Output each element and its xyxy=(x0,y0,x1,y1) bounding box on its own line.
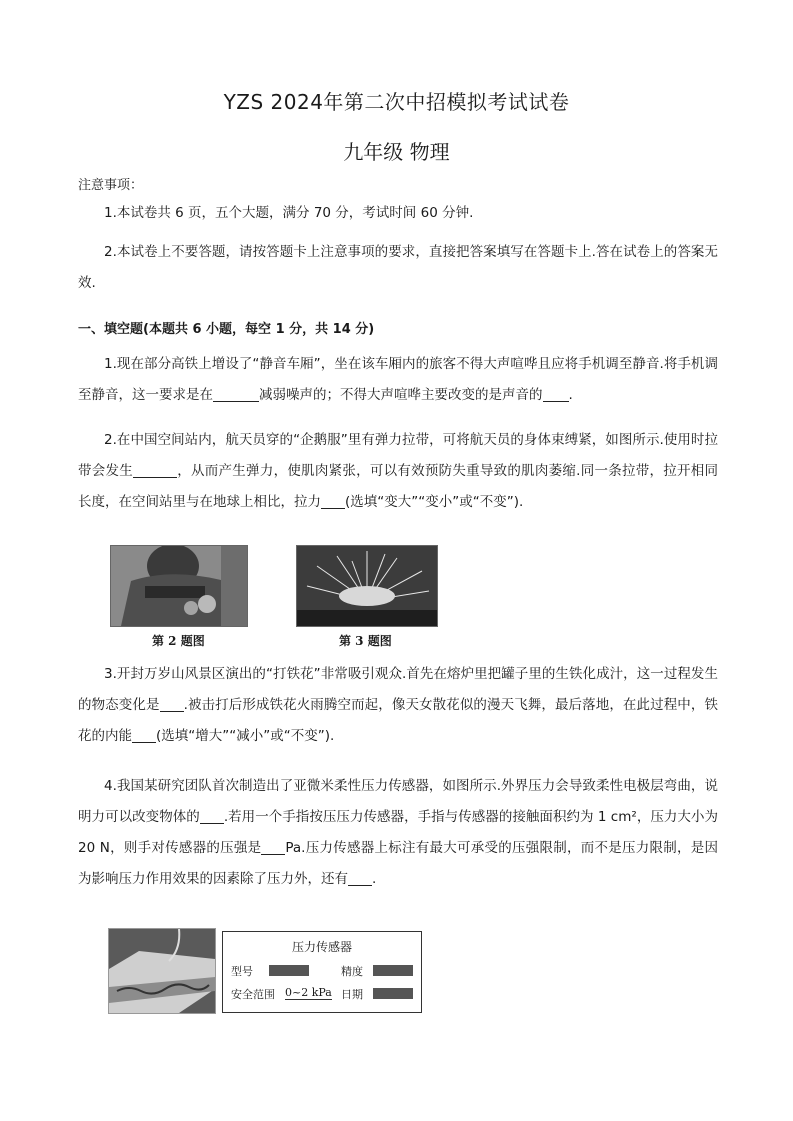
q4-blank-2 xyxy=(261,840,285,855)
sensor-date-label: 日期 xyxy=(341,988,363,1001)
figure-3-caption: 第 3 题图 xyxy=(339,634,392,648)
figure-2-photo xyxy=(110,545,248,627)
q4-text-b: .若用一个手指按压压力传感器，手指与传感器的接触面积约为 1 cm²，压力大小为 20 N，则手对传感器的压强是 xyxy=(78,809,718,856)
sensor-model-label: 型号 xyxy=(231,965,253,978)
sensor-precision-redacted xyxy=(373,965,413,976)
sensor-precision-label: 精度 xyxy=(341,965,363,978)
q1-text-c: . xyxy=(568,387,573,403)
q1-blank-1 xyxy=(213,387,259,402)
q2-text-a: 2.在中国空间站内，航天员穿的“企鹅服”里有弹力拉带，可将航天员的身体束缚紧，如图所示.使用时拉带会发生 xyxy=(78,432,718,479)
notes-heading: 注意事项： xyxy=(78,178,144,193)
sensor-card-title: 压力传感器 xyxy=(291,940,352,954)
note-item-2: 2.本试卷上不要答题，请按答题卡上注意事项的要求，直接把答案填写在答题卡上.答在试卷上的答案无效. xyxy=(78,244,718,291)
q2-text-c: (选填“变大”“变小”或“不变”). xyxy=(345,494,524,510)
exam-subtitle: 九年级 物理 xyxy=(343,140,450,164)
q3-blank-2 xyxy=(132,728,156,743)
q1-text-b: 减弱噪声的；不得大声喧哗主要改变的是声音的 xyxy=(259,387,543,403)
q4-blank-3 xyxy=(348,871,372,886)
figure-2-caption: 第 2 题图 xyxy=(152,634,205,648)
sensor-label-card xyxy=(222,931,422,1013)
question-2 xyxy=(78,425,718,518)
question-4 xyxy=(78,771,718,895)
q2-blank-1 xyxy=(133,463,177,478)
astronaut-photo-icon xyxy=(111,546,247,626)
iron-flower-photo-icon xyxy=(297,546,437,626)
q3-text-b: .被击打后形成铁花火雨腾空而起，像天女散花似的漫天飞舞，最后落地，在此过程中，铁花的内能 xyxy=(78,697,718,744)
sensor-model-redacted xyxy=(269,965,309,976)
exam-title: YZS 2024年第二次中招模拟考试试卷 xyxy=(223,90,570,114)
q1-text-a: 1.现在部分高铁上增设了“静音车厢”，坐在该车厢内的旅客不得大声喧哗且应将手机调至静音.将手机调至静音，这一要求是在 xyxy=(78,356,718,403)
q2-blank-2 xyxy=(321,494,345,509)
q4-text-d: . xyxy=(372,871,377,887)
q3-text-c: (选填“增大”“减小”或“不变”). xyxy=(156,728,335,744)
sensor-photo xyxy=(108,928,216,1014)
q3-text-a: 3.开封万岁山风景区演出的“打铁花”非常吸引观众.首先在熔炉里把罐子里的生铁化成汁，这一过程发生的物态变化是 xyxy=(78,666,718,713)
section-1-heading: 一、填空题(本题共 6 小题，每空 1 分，共 14 分) xyxy=(78,322,375,337)
sensor-range-label: 安全范围 xyxy=(231,988,275,1001)
flexible-sensor-photo-icon xyxy=(109,929,215,1013)
sensor-range-value: 0~2 kPa xyxy=(285,986,332,999)
q4-text-c: Pa.压力传感器上标注有最大可承受的压强限制，而不是压力限制，是因为影响压力作用效果的因素除了压力外，还有 xyxy=(78,840,718,887)
sensor-date-redacted xyxy=(373,988,413,999)
q1-blank-2 xyxy=(543,387,569,402)
note-item-1: 1.本试卷共 6 页，五个大题，满分 70 分，考试时间 60 分钟. xyxy=(104,205,474,221)
question-1 xyxy=(78,349,718,411)
q4-blank-1 xyxy=(200,809,224,824)
q4-text-a: 4.我国某研究团队首次制造出了亚微米柔性压力传感器，如图所示.外界压力会导致柔性电极层弯曲，说明力可以改变物体的 xyxy=(78,778,718,825)
figure-3-photo xyxy=(296,545,438,627)
question-3 xyxy=(78,659,718,752)
q3-blank-1 xyxy=(160,697,184,712)
q2-text-b: ，从而产生弹力，使肌肉紧张，可以有效预防失重导致的肌肉萎缩.同一条拉带，拉开相同长度，在空间站里与在地球上相比，拉力 xyxy=(78,463,719,510)
